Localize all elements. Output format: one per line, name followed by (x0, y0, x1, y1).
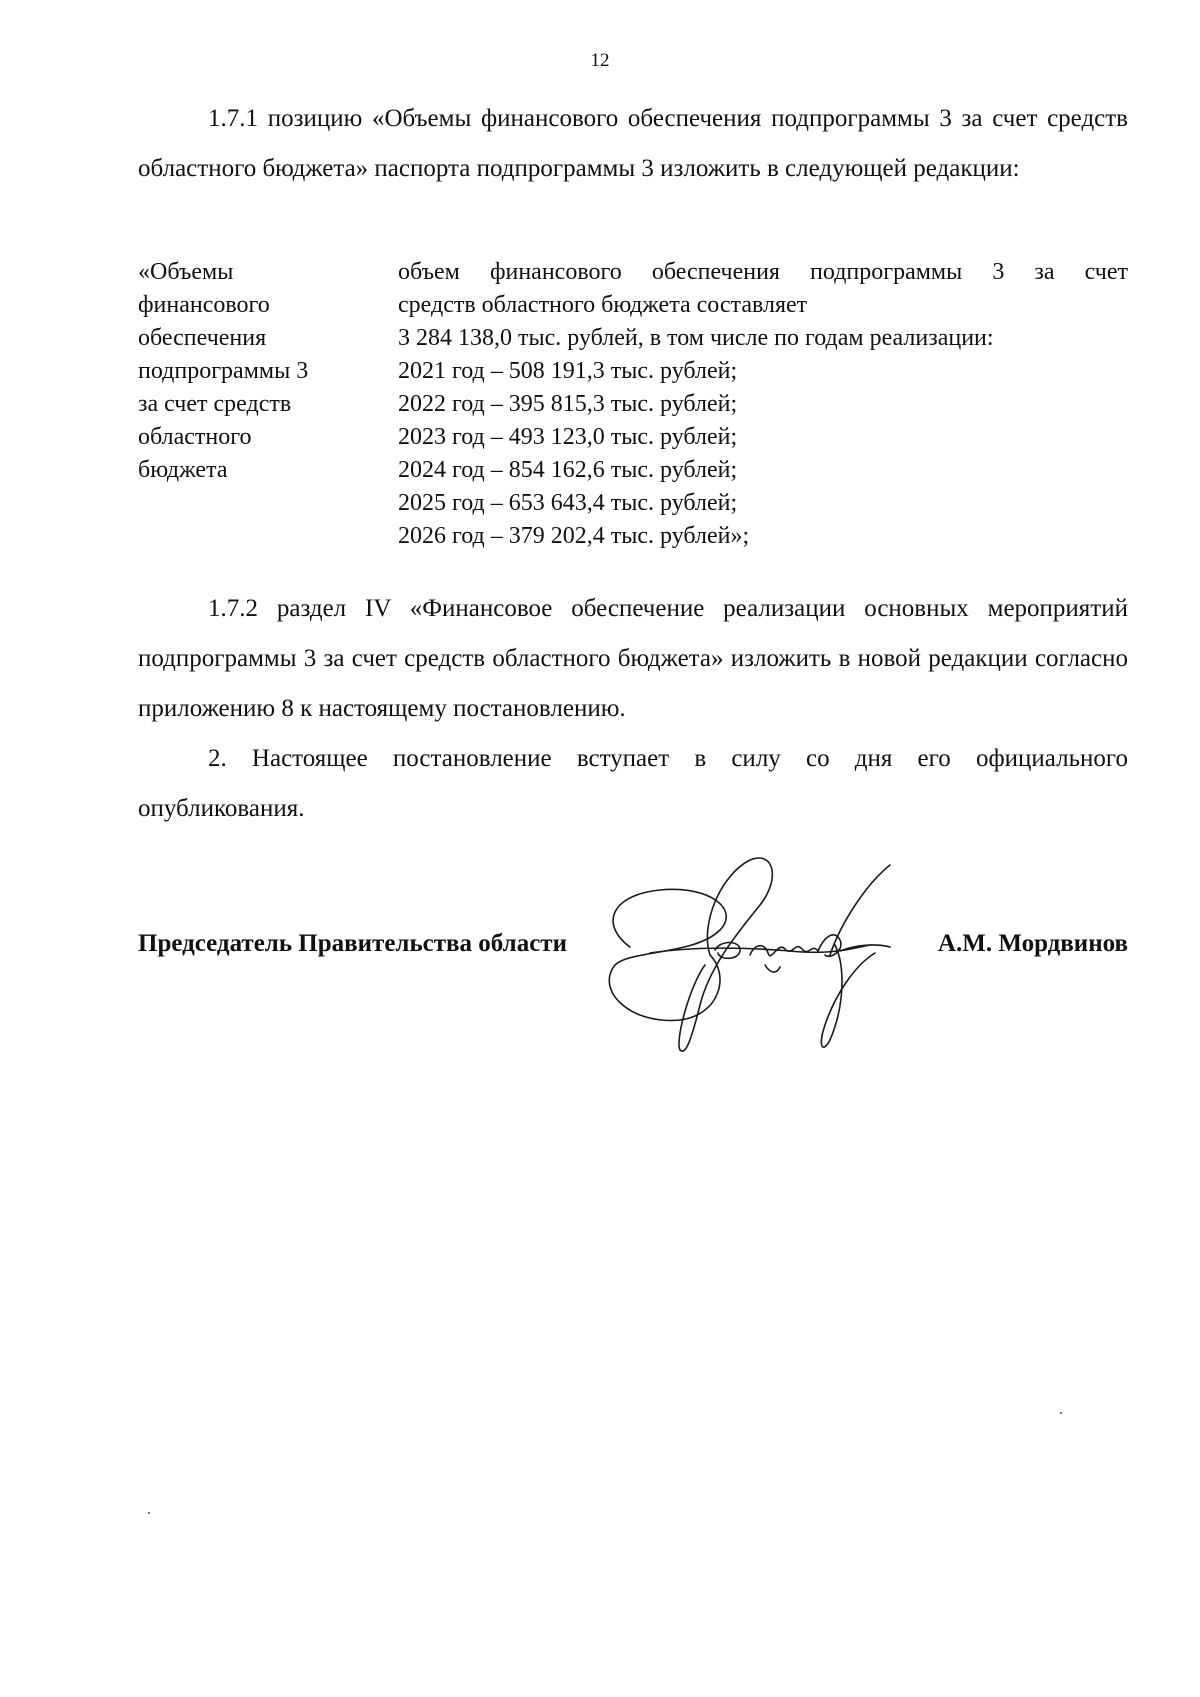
passport-label-line: бюджета (138, 457, 228, 483)
signature-block (138, 930, 1128, 970)
passport-year-line: 2026 год – 379 202,4 тыс. рублей»; (398, 523, 750, 549)
passport-value-line: объем финансового обеспечения подпрограммы 3 за счет (398, 259, 1128, 285)
passport-label-column (138, 256, 378, 487)
passport-year-line: 2024 год – 854 162,6 тыс. рублей; (398, 457, 738, 483)
paragraph-1-7-2-text: 1.7.2 раздел IV «Финансовое обеспечение реализации основных мероприятий подпрограммы 3 за счет средств областного бюджета» изложить в новой редакции согласно приложению 8 к настоящему постановлению. (138, 595, 1128, 722)
passport-value-column (398, 256, 1128, 553)
passport-year-line: 2021 год – 508 191,3 тыс. рублей; (398, 358, 738, 384)
paragraph-2 (138, 734, 1128, 834)
passport-label-line: «Объемы (138, 259, 234, 285)
paragraph-2-text: 2. Настоящее постановление вступает в силу со дня его официального опубликования. (138, 745, 1128, 822)
passport-label-line: обеспечения (138, 325, 267, 351)
passport-label-line: финансового (138, 292, 270, 318)
scan-speck (148, 1512, 150, 1514)
passport-year-line: 2023 год – 493 123,0 тыс. рублей; (398, 424, 738, 450)
passport-value-line: 3 284 138,0 тыс. рублей, в том числе по годам реализации: (398, 325, 994, 351)
paragraph-1-7-2 (138, 584, 1128, 734)
signatory-position: Председатель Правительства области (138, 930, 567, 957)
passport-label-line: областного (138, 424, 252, 450)
signatory-name: А.М. Мордвинов (937, 930, 1128, 957)
passport-label-line: за счет средств (138, 391, 292, 417)
passport-year-line: 2025 год – 653 643,4 тыс. рублей; (398, 490, 738, 516)
passport-label-line: подпрограммы 3 (138, 358, 309, 384)
scan-speck (1060, 1412, 1062, 1414)
paragraph-1-7-1-text: 1.7.1 позицию «Объемы финансового обеспечения подпрограммы 3 за счет средств областного бюджета» паспорта подпрограммы 3 изложить в следующей редакции: (138, 105, 1128, 182)
passport-value-line: средств областного бюджета составляет (398, 292, 808, 318)
page-number: 12 (590, 50, 610, 71)
passport-year-line: 2022 год – 395 815,3 тыс. рублей; (398, 391, 738, 417)
paragraph-1-7-1 (138, 94, 1128, 194)
